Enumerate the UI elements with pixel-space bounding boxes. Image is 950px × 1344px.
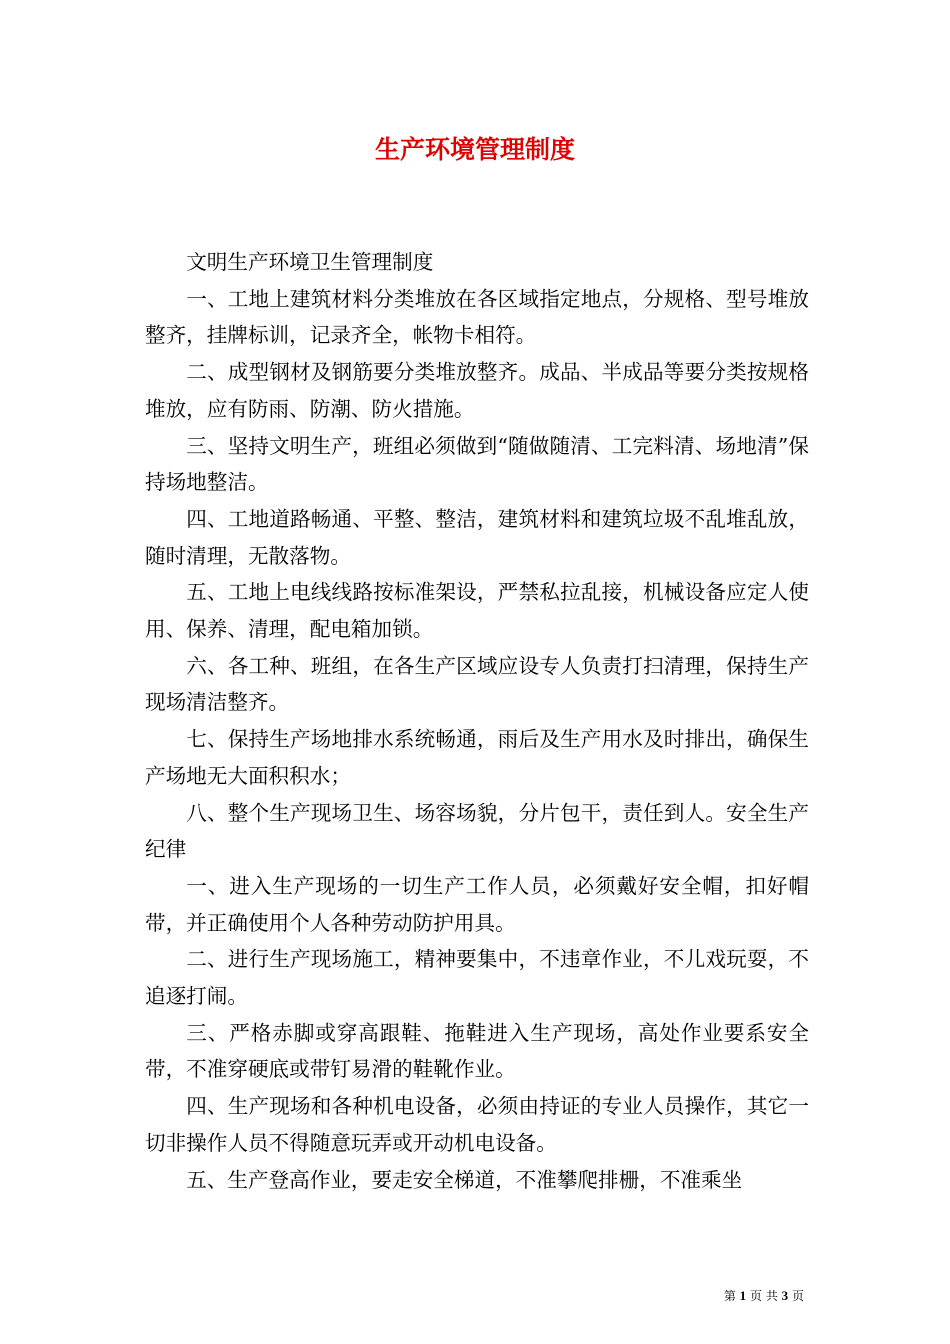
paragraph: 五、工地上电线线路按标准架设，严禁私拉乱接，机械设备应定人使用、保养、清理，配电箱加锁。 (145, 580, 809, 642)
paragraph: 一、工地上建筑材料分类堆放在各区域指定地点，分规格、型号堆放整齐，挂牌标训，记录齐全，帐物卡相符。 (145, 286, 809, 348)
footer-middle: 页 共 (750, 1289, 778, 1303)
paragraph: 三、坚持文明生产，班组必须做到“随做随清、工完料清、场地清”保持场地整洁。 (145, 433, 809, 495)
footer-suffix: 页 (791, 1289, 804, 1303)
footer-page-number: 1 (739, 1288, 747, 1303)
paragraph: 八、整个生产现场卫生、场容场貌，分片包干，责任到人。安全生产纪律 (145, 800, 809, 862)
page-title: 生产环境管理制度 (374, 135, 575, 164)
paragraph: 三、严格赤脚或穿高跟鞋、拖鞋进入生产现场，高处作业要系安全带，不准穿硬底或带钉易滑的鞋靴作业。 (145, 1020, 809, 1082)
paragraph: 五、生产登高作业，要走安全梯道，不准攀爬排栅，不准乘坐 (186, 1167, 743, 1192)
paragraph: 文明生产环境卫生管理制度 (186, 250, 434, 274)
page-footer (724, 1288, 804, 1304)
footer-prefix: 第 (723, 1289, 736, 1303)
paragraph: 一、进入生产现场的一切生产工作人员，必须戴好安全帽，扣好帽带，并正确使用个人各种劳动防护用具。 (145, 873, 809, 935)
paragraph: 四、工地道路畅通、平整、整洁，建筑材料和建筑垃圾不乱堆乱放，随时清理，无散落物。 (145, 506, 809, 568)
paragraph: 四、生产现场和各种机电设备，必须由持证的专业人员操作，其它一切非操作人员不得随意玩弄或开动机电设备。 (145, 1094, 809, 1155)
paragraph: 六、各工种、班组，在各生产区域应设专人负责打扫清理，保持生产现场清洁整齐。 (145, 653, 809, 715)
paragraph: 七、保持生产场地排水系统畅通，雨后及生产用水及时排出，确保生产场地无大面积积水； (145, 727, 809, 788)
document-body (145, 244, 809, 1198)
paragraph: 二、进行生产现场施工，精神要集中，不违章作业，不儿戏玩耍，不追逐打闹。 (145, 947, 809, 1009)
paragraph: 二、成型钢材及钢筋要分类堆放整齐。成品、半成品等要分类按规格堆放，应有防雨、防潮、防火措施。 (145, 360, 809, 421)
footer-total-pages: 3 (781, 1288, 789, 1303)
